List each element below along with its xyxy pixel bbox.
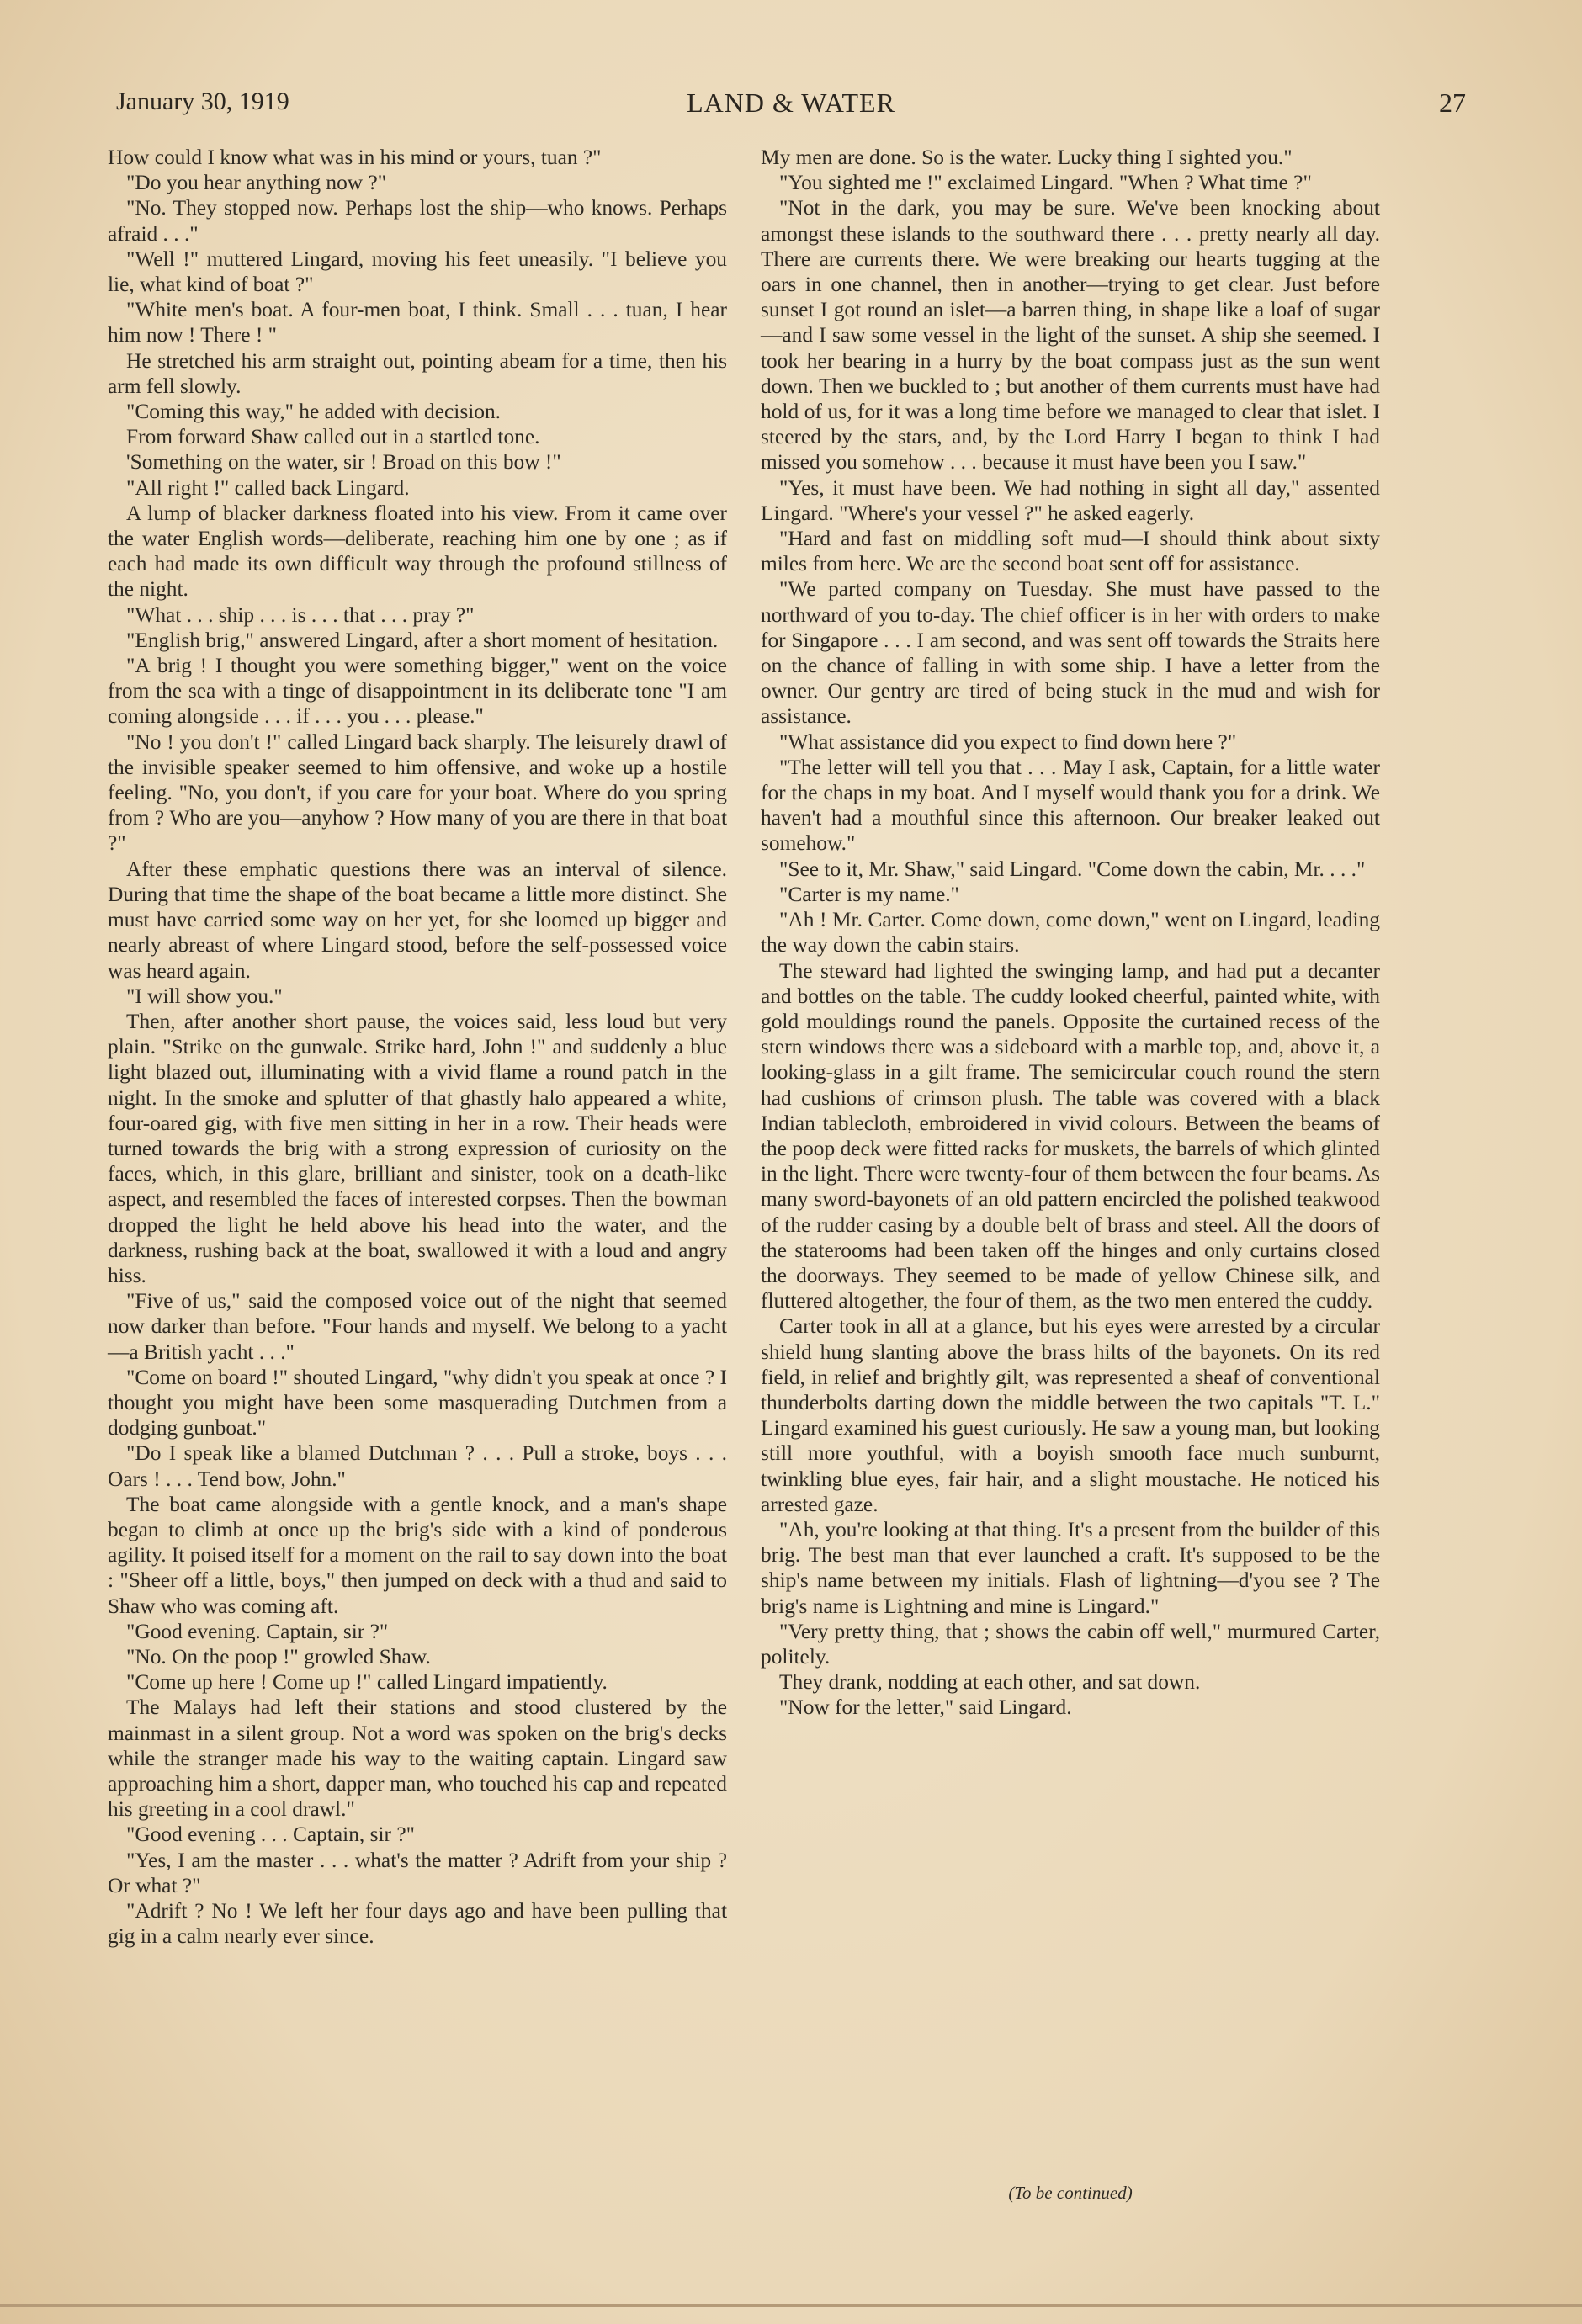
paragraph: My men are done. So is the water. Lucky thing I sighted you." (761, 146, 1293, 169)
paragraph: "English brig," answered Lingard, after a short moment of hesitation. (126, 628, 719, 652)
paragraph: "Good evening . . . Captain, sir ?" (126, 1823, 415, 1847)
paragraph: "Hard and fast on middling soft mud—I should think about sixty miles from here. We are the second boat sent off for assistance. (761, 527, 1380, 576)
issue-date: January 30, 1919 (116, 88, 289, 115)
paragraph: "Coming this way," he added with decision. (126, 400, 502, 424)
paragraph: "The letter will tell you that . . . May I ask, Captain, for a little water for the chaps in my boat. And I myself would thank you for a drink. We haven't had a mouthful since this afternoon. Our breaker leaked out somehow." (761, 755, 1380, 856)
paragraph: "Come up here ! Come up !" called Lingard impatiently. (126, 1670, 608, 1695)
paragraph: He stretched his arm straight out, pointing abeam for a time, then his arm fell slowly. (108, 348, 727, 398)
paragraph: 'Something on the water, sir ! Broad on this bow !" (126, 450, 561, 475)
paragraph: "Very pretty thing, that ; shows the cabin off well," murmured Carter, politely. (761, 1619, 1380, 1669)
paragraph: "No ! you don't !" called Lingard back sharply. The leisurely drawl of the invisible speaker seemed to him offensive, and woke up a hostile feeling. "No, you don't, if you care for your boat. Where do you spring from ? Who are you—anyhow ? How many of you are there in that boat ?" (108, 730, 727, 856)
paragraph: "I will show you." (126, 984, 283, 1008)
paragraph: "Come on board !" shouted Lingard, "why didn't you speak at once ? I thought you might have been some masquerading Dutchmen from a dodging gunboat." (108, 1365, 727, 1441)
left-column (108, 145, 727, 1949)
paragraph: "All right !" called back Lingard. (126, 475, 410, 500)
paragraph: "Five of us," said the composed voice out of the night that seemed now darker than before. "Four hands and myself. We belong to a yacht—a British yacht . . ." (108, 1289, 727, 1364)
publication-title: LAND & WATER (687, 88, 895, 118)
paragraph: How could I know what was in his mind or yours, tuan ?" (108, 146, 602, 169)
paragraph: They drank, nodding at each other, and sat down. (779, 1670, 1201, 1695)
paragraph: "No. On the poop !" growled Shaw. (126, 1644, 431, 1669)
paragraph: "A brig ! I thought you were something bigger," went on the voice from the sea with a tinge of disappointment in its deliberate tone "I am coming alongside . . . if . . . you . . . please." (108, 654, 727, 729)
page-edge-divider (0, 2304, 1582, 2307)
paragraph: The boat came alongside with a gentle knock, and a man's shape began to climb at once up the brig's side with a kind of ponderous agility. It poised itself for a moment on the rail to say down into the boat : "Sheer off a little, boys," then jumped on deck with a thud and said to Shaw who was coming aft. (108, 1492, 727, 1618)
to-be-continued: (To be continued) (1008, 2183, 1133, 2203)
paragraph: "Not in the dark, you may be sure. We've been knocking about amongst these islands to the southward there . . . pretty nearly all day. There are currents there. We were breaking our hearts tugging at the oars in one channel, then in another—trying to get clear. Just before sunset I got round an islet—a barren thing, in shape like a loaf of sugar—and I saw some vessel in the light of the sunset. A ship she seemed. I took her bearing in a hurry by the boat compass just as the sun went down. Then we buckled to ; but another of them currents must have had hold of us, for it was a long time before we managed to clear that islet. I steered by the stars, and, by the Lord Harry I began to think I had missed you somehow . . . because it must have been you I saw." (761, 196, 1380, 475)
paragraph: "What assistance did you expect to find down here ?" (779, 730, 1237, 754)
paragraph: "Yes, I am the master . . . what's the matter ? Adrift from your ship ? Or what ?" (108, 1848, 727, 1897)
paragraph: "Good evening. Captain, sir ?" (126, 1619, 389, 1643)
page-number: 27 (1439, 88, 1466, 118)
paragraph: "Do I speak like a blamed Dutchman ? . . . Pull a stroke, boys . . . Oars ! . . . Tend bow, John." (108, 1441, 727, 1491)
paragraph: "What . . . ship . . . is . . . that . . . pray ?" (126, 602, 475, 627)
paragraph: The Malays had left their stations and stood clustered by the mainmast in a silent group. Not a word was spoken on the brig's decks while the stranger made his way to the waiting captain. Lingard saw approaching him a short, dapper man, who touched his cap and repeated his greeting in a cool drawl." (108, 1695, 727, 1822)
paragraph: The steward had lighted the swinging lamp, and had put a decanter and bottles on the table. The cuddy looked cheerful, painted white, with gold mouldings round the panels. Opposite the curtained recess of the stern windows there was a sideboard with a marble top, and, above it, a looking-glass in a gilt frame. The semicircular couch round the stern had cushions of crimson plush. The table was covered with a black Indian tablecloth, embroidered in vivid colours. Between the beams of the poop deck were fitted racks for muskets, the barrels of which glinted in the light. There were twenty-four of them between the four beams. As many sword-bayonets of an old pattern encircled the polished teakwood of the rudder casing by a double belt of brass and steel. All the doors of the staterooms had been taken off the hinges and only curtains closed the doorways. They seemed to be made of yellow Chinese silk, and fluttered altogether, the four of them, as the two men entered the cuddy. (761, 958, 1380, 1313)
paragraph: "Ah ! Mr. Carter. Come down, come down," went on Lingard, leading the way down the cabin stairs. (761, 908, 1380, 958)
page-header (116, 88, 1466, 135)
paragraph: After these emphatic questions there was an interval of silence. During that time the shape of the boat became a little more distinct. She must have carried some way on her yet, for she loomed up bigger and nearly abreast of where Lingard stood, before the self-possessed voice was heard again. (108, 857, 727, 983)
paragraph: From forward Shaw called out in a startled tone. (126, 425, 540, 449)
right-column (761, 145, 1380, 1721)
paragraph: A lump of blacker darkness floated into his view. From it came over the water English words—deliberate, reaching him one by one ; as if each had made its own difficult way through the profound stillness of the night. (108, 501, 727, 602)
paragraph: "No. They stopped now. Perhaps lost the ship—who knows. Perhaps afraid . . ." (108, 196, 727, 246)
paragraph: Carter took in all at a glance, but his eyes were arrested by a circular shield hung slanting above the brass hilts of the bayonets. On its red field, in relief and brightly gilt, was represented a sheaf of conventional thunderbolts darting down the middle between the two capitals "T. L." Lingard examined his guest curiously. He saw a young man, but looking still more youthful, with a boyish smooth face much sunburnt, twinkling blue eyes, fair hair, and a slight moustache. He noticed his arrested gaze. (761, 1314, 1380, 1516)
paragraph: "Ah, you're looking at that thing. It's a present from the builder of this brig. The best man that ever launched a craft. It's supposed to be the ship's name between my initials. Flash of lightning—d'you see ? The brig's name is Lightning and mine is Lingard." (761, 1517, 1380, 1618)
paragraph: Then, after another short pause, the voices said, less loud but very plain. "Strike on the gunwale. Strike hard, John !" and suddenly a blue light blazed out, illuminating with a vivid flame a round patch in the night. In the smoke and splutter of that ghastly halo appeared a white, four-oared gig, with five men sitting in her in a row. Their heads were turned towards the brig with a strong expression of curiosity on the faces, which, in this glare, brilliant and sinister, took on a death-like aspect, and resembled the faces of interested corpses. Then the bowman dropped the light he held above his head into the water, and the darkness, rushing back at the boat, swallowed it with a loud and angry hiss. (108, 1009, 727, 1287)
paragraph: "Now for the letter," said Lingard. (779, 1695, 1072, 1720)
paragraph: "Adrift ? No ! We left her four days ago and have been pulling that gig in a calm nearly ever since. (108, 1899, 727, 1949)
paragraph: "Yes, it must have been. We had nothing in sight all day," assented Lingard. "Where's your vessel ?" he asked eagerly. (761, 475, 1380, 525)
paragraph: "Well !" muttered Lingard, moving his feet uneasily. "I believe you lie, what kind of boat ?" (108, 247, 727, 297)
paragraph: "You sighted me !" exclaimed Lingard. "When ? What time ?" (779, 171, 1312, 195)
paragraph: "We parted company on Tuesday. She must have passed to the northward of you to-day. The chief officer is in her with orders to make for Singapore . . . I am second, and was sent off towards the Straits here on the chance of falling in with some ship. I have a letter from the owner. Our gentry are tired of being stuck in the mud and wish for assistance. (761, 577, 1380, 729)
paragraph: "White men's boat. A four-men boat, I think. Small . . . tuan, I hear him now ! There ! " (108, 298, 727, 348)
paragraph: "Do you hear anything now ?" (126, 171, 387, 195)
paragraph: "See to it, Mr. Shaw," said Lingard. "Come down the cabin, Mr. . . ." (779, 857, 1366, 881)
paragraph: "Carter is my name." (779, 882, 959, 906)
